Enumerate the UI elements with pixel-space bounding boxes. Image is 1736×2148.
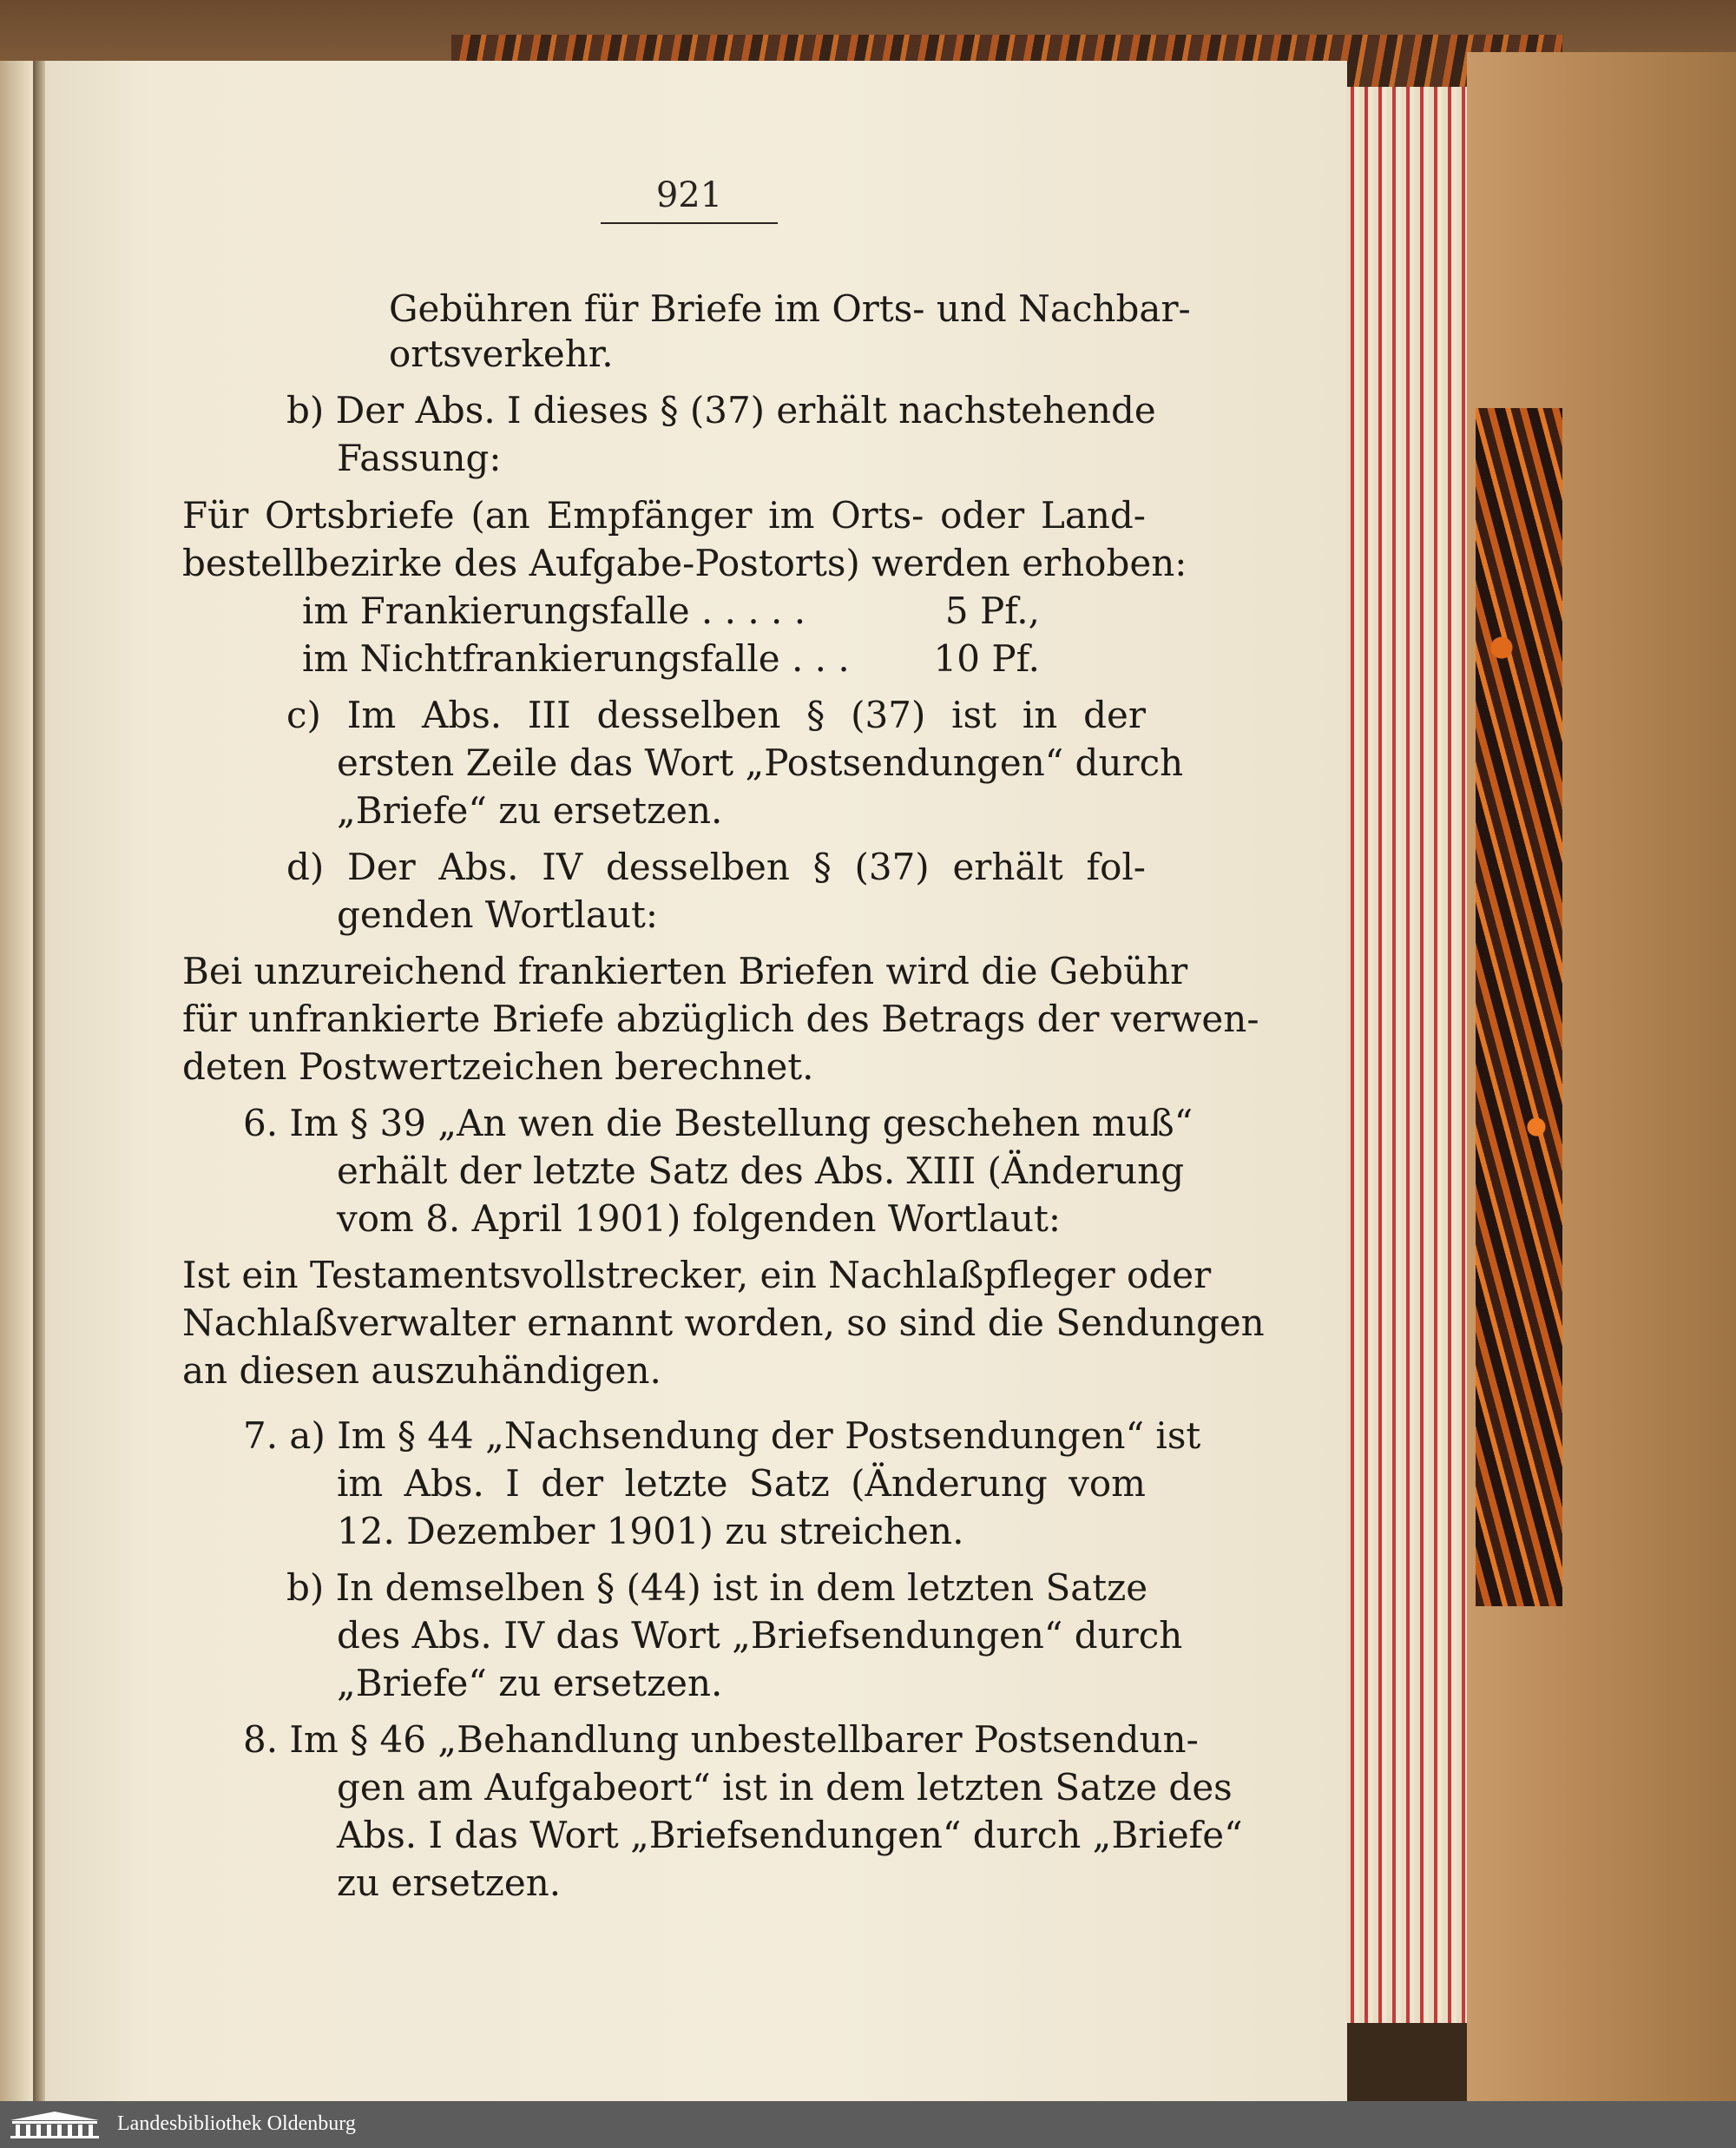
- text-line: deten Postwertzeichen berechnet.: [182, 1045, 814, 1088]
- text-line: Bei unzureichend frankierten Briefen wird die Gebühr: [182, 950, 1188, 992]
- text-line: ersten Zeile das Wort „Postsendungen“ durch: [337, 741, 1184, 784]
- book-gutter: [33, 61, 45, 2101]
- text-line: „Briefe“ zu ersetzen.: [337, 1662, 723, 1704]
- rate-label: im Nichtfrankierungsfalle . . .: [302, 637, 850, 680]
- marbled-cover-right: [1476, 408, 1562, 1606]
- text-line: an diesen auszuhändigen.: [182, 1349, 661, 1392]
- text-line: genden Wortlaut:: [337, 893, 659, 936]
- text-line: im Abs. I der letzte Satz (Änderung vom: [337, 1462, 1146, 1505]
- facing-page-edge: [0, 61, 33, 2101]
- text-line: 6. Im § 39 „An wen die Bestellung geschehen muß“: [243, 1102, 1194, 1144]
- text-line: des Abs. IV das Wort „Briefsendungen“ durch: [337, 1614, 1183, 1657]
- text-line: „Briefe“ zu ersetzen.: [337, 789, 723, 832]
- text-line: ortsverkehr.: [389, 333, 614, 375]
- page-edges: [1345, 87, 1467, 2023]
- text-line: 8. Im § 46 „Behandlung unbestellbarer Postsendun-: [243, 1718, 1199, 1761]
- text-line: d) Der Abs. IV desselben § (37) erhält fol-: [286, 846, 1146, 888]
- text-line: Abs. I das Wort „Briefsendungen“ durch „Briefe“: [337, 1814, 1243, 1856]
- rate-value: 5 Pf.,: [944, 590, 1040, 632]
- text-line: b) In demselben § (44) ist in dem letzten Satze: [286, 1566, 1148, 1609]
- page-number: 921: [655, 175, 723, 215]
- footer-label: Landesbibliothek Oldenburg: [117, 2112, 356, 2135]
- rate-value: 10 Pf.: [933, 637, 1040, 680]
- text-line: b) Der Abs. I dieses § (37) erhält nachstehende: [286, 389, 1156, 432]
- text-line: gen am Aufgabeort“ ist in dem letzten Satze des: [337, 1766, 1233, 1809]
- text-line: 7. a) Im § 44 „Nachsendung der Postsendungen“ ist: [243, 1414, 1201, 1457]
- text-line: Nachlaßverwalter ernannt worden, so sind die Sendungen: [182, 1301, 1265, 1344]
- text-line: erhält der letzte Satz des Abs. XIII (Änderung: [337, 1150, 1185, 1192]
- rate-label: im Frankierungsfalle . . . . .: [302, 590, 806, 632]
- text-line: vom 8. April 1901) folgenden Wortlaut:: [337, 1197, 1062, 1240]
- text-line: für unfrankierte Briefe abzüglich des Betrags der verwen-: [182, 998, 1259, 1040]
- text-line: Für Ortsbriefe (an Empfänger im Orts- oder Land-: [182, 494, 1146, 537]
- text-line: Fassung:: [337, 437, 502, 479]
- text-line: bestellbezirke des Aufgabe-Postorts) werden erhoben:: [182, 542, 1187, 584]
- page-number-rule: [601, 222, 778, 224]
- library-building-icon: [7, 2110, 102, 2139]
- text-line: Gebühren für Briefe im Orts- und Nachbar-: [389, 287, 1191, 330]
- text-line: zu ersetzen.: [337, 1861, 562, 1904]
- text-line: Ist ein Testamentsvollstrecker, ein Nachlaßpfleger oder: [182, 1254, 1212, 1296]
- text-line: c) Im Abs. III desselben § (37) ist in der: [286, 694, 1146, 736]
- book-page: [45, 61, 1347, 2101]
- text-line: 12. Dezember 1901) zu streichen.: [337, 1510, 964, 1552]
